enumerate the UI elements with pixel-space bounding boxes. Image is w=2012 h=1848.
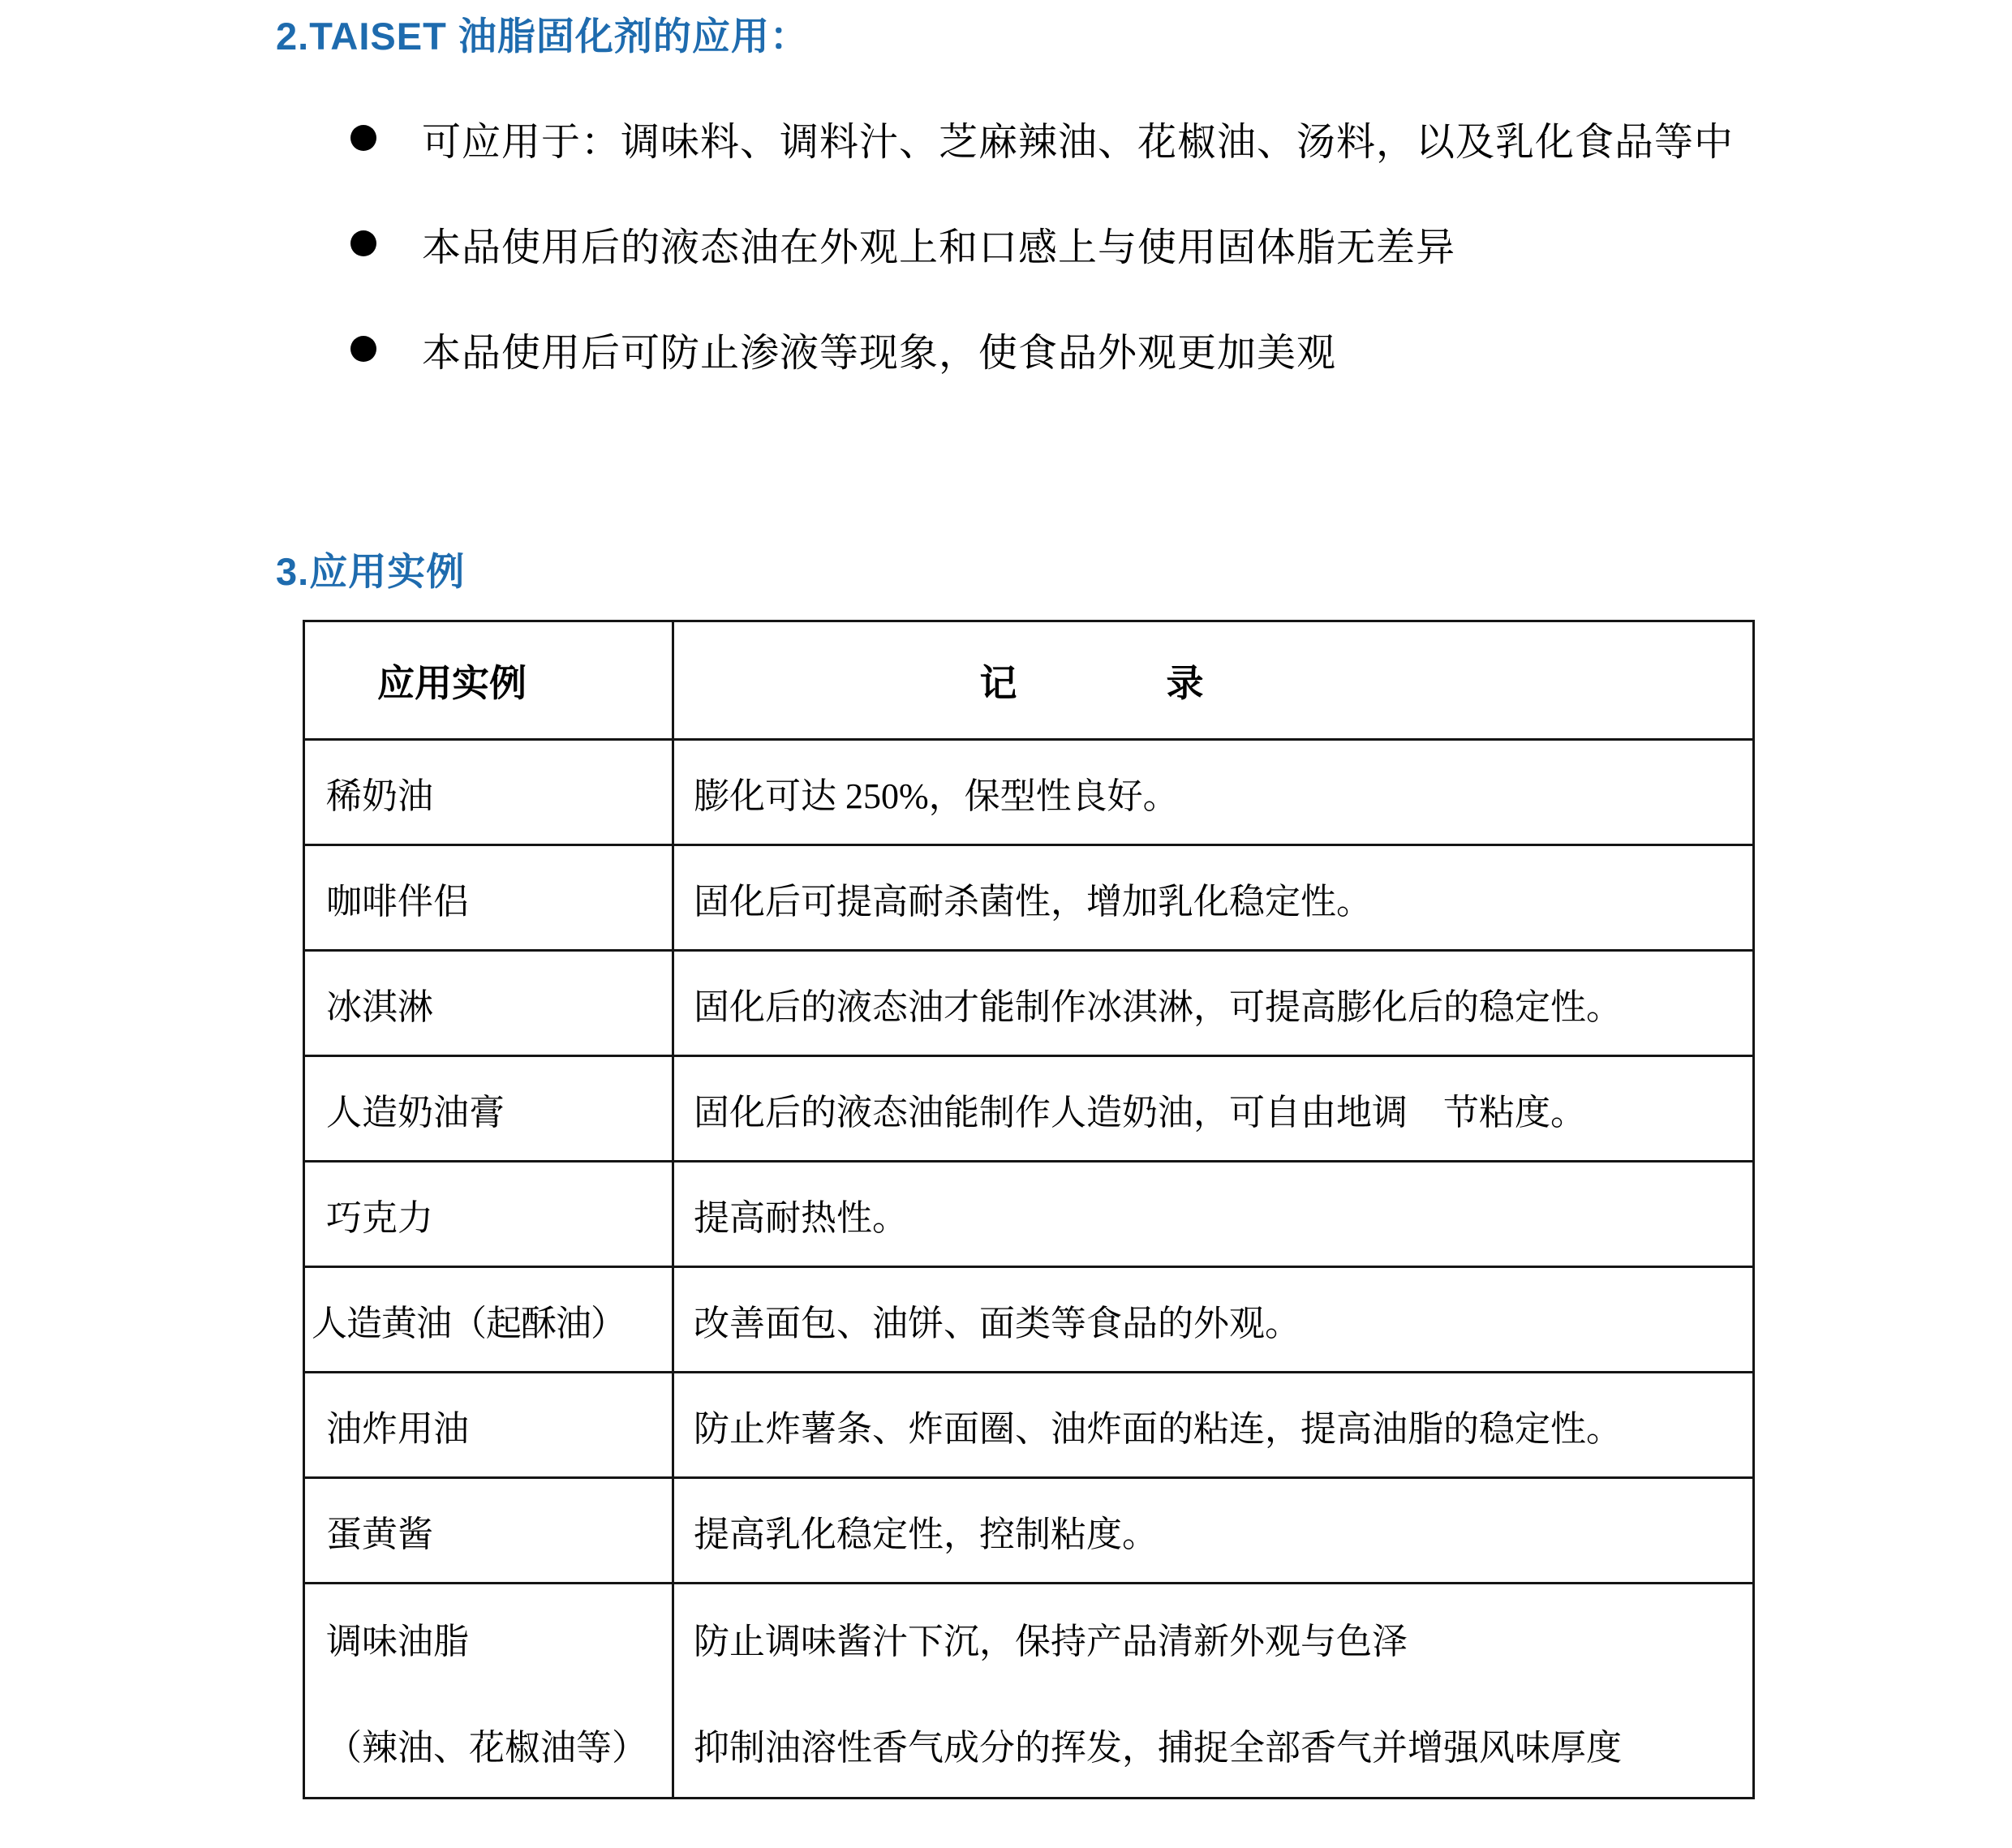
example-cell: 稀奶油 (304, 740, 673, 845)
record-cell: 固化后可提高耐杀菌性，增加乳化稳定性。 (673, 845, 1754, 951)
record-cell: 固化后的液态油才能制作冰淇淋，可提高膨化后的稳定性。 (673, 951, 1754, 1056)
list-item (350, 191, 1734, 296)
section2-heading: 2.TAISET 油脂固化剂的应用： (276, 15, 809, 58)
list-item (350, 296, 1734, 402)
bullet-text: 可应用于：调味料、调料汁、芝麻辣油、花椒油、汤料，以及乳化食品等中 (422, 120, 1735, 164)
record-cell: 提高耐热性。 (673, 1162, 1754, 1267)
example-cell: 咖啡伴侣 (304, 845, 673, 951)
bullet-icon (350, 336, 376, 362)
table-row (304, 1584, 1754, 1799)
example-line: （辣油、花椒油等） (326, 1727, 647, 1768)
bullet-icon (350, 125, 376, 151)
section2-bullet-list (350, 85, 1734, 402)
bullet-text: 本品使用后可防止渗液等现象，使食品外观更加美观 (422, 331, 1337, 375)
table-row (304, 845, 1754, 951)
table-row (304, 740, 1754, 845)
table-row (304, 1478, 1754, 1584)
record-cell: 改善面包、油饼、面类等食品的外观。 (673, 1267, 1754, 1373)
section3-heading: 3.应用实例 (276, 550, 466, 593)
example-cell: 人造黄油（起酥油） (304, 1267, 673, 1373)
example-cell: 油炸用油 (304, 1373, 673, 1478)
table-row (304, 951, 1754, 1056)
list-item (350, 85, 1734, 191)
record-cell: 膨化可达 250%，保型性良好。 (673, 740, 1754, 845)
table-row (304, 1373, 1754, 1478)
application-examples-table (303, 620, 1755, 1799)
example-cell: 人造奶油膏 (304, 1056, 673, 1162)
record-line: 抑制油溶性香气成分的挥发，捕捉全部香气并增强风味厚度 (694, 1727, 1622, 1768)
column-header-example: 应用实例 (304, 621, 673, 740)
example-line: 调味油脂 (326, 1621, 469, 1661)
example-cell: 巧克力 (304, 1162, 673, 1267)
table-row (304, 1267, 1754, 1373)
bullet-icon (350, 230, 376, 256)
record-cell: 防止炸薯条、炸面圈、油炸面的粘连，提高油脂的稳定性。 (673, 1373, 1754, 1478)
record-cell: 提高乳化稳定性，控制粘度。 (673, 1478, 1754, 1584)
example-cell (304, 1584, 673, 1799)
record-cell (673, 1584, 1754, 1799)
table-header-row (304, 621, 1754, 740)
example-cell: 蛋黄酱 (304, 1478, 673, 1584)
table-row (304, 1056, 1754, 1162)
example-cell: 冰淇淋 (304, 951, 673, 1056)
bullet-text: 本品使用后的液态油在外观上和口感上与使用固体脂无差异 (422, 226, 1456, 269)
record-line: 防止调味酱汁下沉，保持产品清新外观与色泽 (694, 1621, 1408, 1661)
record-cell: 固化后的液态油能制作人造奶油，可自由地调 节粘度。 (673, 1056, 1754, 1162)
column-header-record: 记 录 (673, 621, 1754, 740)
table-row (304, 1162, 1754, 1267)
